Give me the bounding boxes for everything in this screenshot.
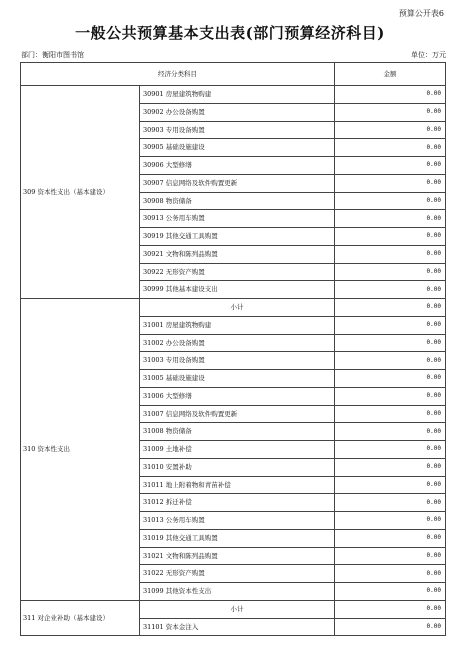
item-name: 31019 其他交通工具购置 [140,529,335,547]
item-amount: 0.00 [335,174,446,192]
department-label: 部门：衡阳市图书馆 [21,51,84,59]
item-name: 30902 办公设备购置 [140,103,335,121]
item-amount: 0.00 [335,352,446,370]
item-name: 31007 信息网络及软件购置更新 [140,405,335,423]
item-amount: 0.00 [335,192,446,210]
item-name: 31006 大型修缮 [140,387,335,405]
item-amount: 0.00 [335,316,446,334]
header-category: 经济分类科目 [21,63,335,86]
item-amount: 0.00 [335,281,446,299]
item-amount: 0.00 [335,441,446,459]
table-row [21,600,446,618]
item-amount: 0.00 [335,121,446,139]
item-name: 30906 大型修缮 [140,157,335,175]
item-name: 30903 专用设备购置 [140,121,335,139]
item-amount: 0.00 [335,157,446,175]
item-amount: 0.00 [335,263,446,281]
group-label: 311 对企业补助（基本建设） [21,600,140,636]
item-name: 31012 拆迁补偿 [140,494,335,512]
item-name: 30905 基础设施建设 [140,139,335,157]
item-name: 30913 公务用车购置 [140,210,335,228]
subtotal-label: 小计 [140,299,335,317]
item-amount: 0.00 [335,423,446,441]
item-name: 31009 土地补偿 [140,441,335,459]
item-name: 31011 地上附着物和青苗补偿 [140,476,335,494]
item-name: 30901 房屋建筑物购建 [140,86,335,104]
item-name: 31021 文物和陈列品购置 [140,547,335,565]
item-amount: 0.00 [335,476,446,494]
item-name: 31101 资本金注入 [140,618,335,636]
item-name: 30908 物资储备 [140,192,335,210]
item-amount: 0.00 [335,547,446,565]
item-name: 31010 安置补助 [140,458,335,476]
item-amount: 0.00 [335,618,446,636]
item-name: 31002 办公设备购置 [140,334,335,352]
table-row [21,299,446,317]
item-name: 31013 公务用车购置 [140,512,335,530]
item-amount: 0.00 [335,565,446,583]
unit-label: 单位：万元 [411,51,446,59]
group-label: 309 资本性支出（基本建设） [21,86,140,299]
item-amount: 0.00 [335,245,446,263]
group-label: 310 资本性支出 [21,299,140,601]
item-name: 31022 无形资产购置 [140,565,335,583]
item-amount: 0.00 [335,387,446,405]
form-number-label: 预算公开表6 [398,9,444,18]
item-amount: 0.00 [335,529,446,547]
item-amount: 0.00 [335,583,446,601]
item-amount: 0.00 [335,600,446,618]
item-amount: 0.00 [335,458,446,476]
item-amount: 0.00 [335,86,446,104]
item-name: 30919 其他交通工具购置 [140,228,335,246]
item-amount: 0.00 [335,334,446,352]
item-amount: 0.00 [335,494,446,512]
item-amount: 0.00 [335,299,446,317]
item-name: 31005 基础设施建设 [140,370,335,388]
item-amount: 0.00 [335,370,446,388]
item-amount: 0.00 [335,210,446,228]
item-name: 30922 无形资产购置 [140,263,335,281]
expenditure-table [20,62,446,636]
page-title: 一般公共预算基本支出表(部门预算经济科目) [75,24,385,42]
item-amount: 0.00 [335,512,446,530]
item-amount: 0.00 [335,103,446,121]
item-name: 31008 物资储备 [140,423,335,441]
item-name: 31003 专用设备购置 [140,352,335,370]
header-amount: 金额 [335,63,446,86]
table-header-row [21,63,446,86]
item-name: 30999 其他基本建设支出 [140,281,335,299]
item-amount: 0.00 [335,405,446,423]
item-name: 30907 信息网络及软件购置更新 [140,174,335,192]
table-body [21,86,446,636]
item-amount: 0.00 [335,139,446,157]
subtotal-label: 小计 [140,600,335,618]
item-name: 31001 房屋建筑物购建 [140,316,335,334]
table-row [21,86,446,104]
item-name: 31099 其他资本性支出 [140,583,335,601]
item-amount: 0.00 [335,228,446,246]
item-name: 30921 文物和陈列品购置 [140,245,335,263]
